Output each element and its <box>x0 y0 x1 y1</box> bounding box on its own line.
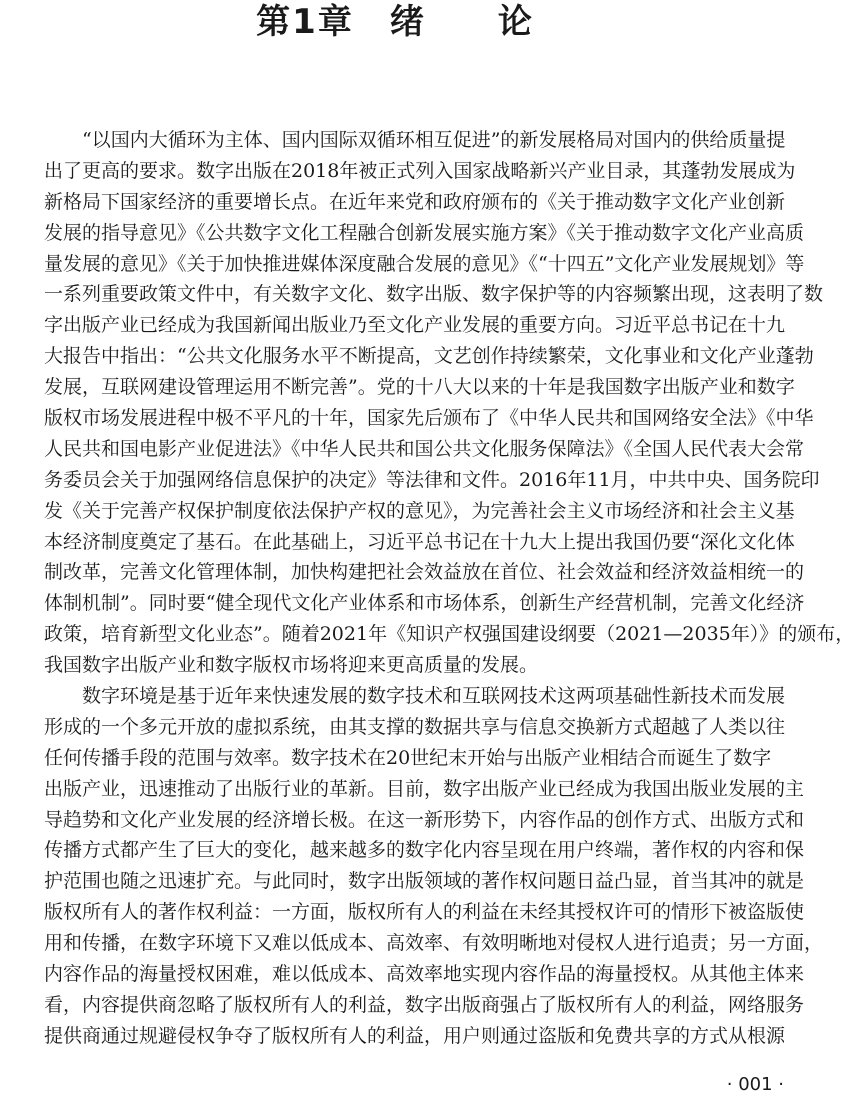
text-line: 传播方式都产生了巨大的变化，越来越多的数字化内容呈现在用户终端，著作权的内容和保 <box>44 839 805 862</box>
text-line: “以国内大循环为主体、国内国际双循环相互促进”的新发展格局对国内的供给质量提 <box>82 129 786 151</box>
text-line: 出了更高的要求。数字出版在2018年被正式列入国家战略新兴产业目录，其蓬勃发展成为 <box>44 159 796 182</box>
text-line: 体制机制”。同时要“健全现代文化产业体系和市场体系，创新生产经营机制，完善文化经济 <box>44 592 805 615</box>
text-line: 发展的指导意见》《公共数字文化工程融合创新发展实施方案》《关于推动数字文化产业高质 <box>44 221 805 244</box>
chapter-title: 第1章 绪 论 <box>256 2 534 42</box>
text-line: 用和传播，在数字环境下又难以低成本、高效率、有效明晰地对侵权人进行追责；另一方面， <box>44 932 824 955</box>
text-line: 内容作品的海量授权困难，难以低成本、高效率地实现内容作品的海量授权。从其他主体来 <box>44 963 805 986</box>
text-line: 看，内容提供商忽略了版权所有人的利益，数字出版商强占了版权所有人的利益，网络服务 <box>44 993 805 1016</box>
paragraph <box>44 125 854 681</box>
paragraph <box>44 681 824 1052</box>
text-line: 提供商通过规避侵权争夺了版权所有人的利益，用户则通过盗版和免费共享的方式从根源 <box>44 1024 786 1047</box>
text-line: 护范围也随之迅速扩充。与此同时，数字出版领域的著作权问题日益凸显，首当其冲的就是 <box>44 870 805 893</box>
body-text <box>44 125 854 1052</box>
text-line: 新格局下国家经济的重要增长点。在近年来党和政府颁布的《关于推动数字文化产业创新 <box>44 190 786 213</box>
page-number: · 001 · <box>726 1074 784 1095</box>
text-line: 字出版产业已经成为我国新闻出版业乃至文化产业发展的重要方向。习近平总书记在十九 <box>44 314 786 337</box>
text-line: 形成的一个多元开放的虚拟系统，由其支撑的数据共享与信息交换新方式超越了人类以往 <box>44 715 786 738</box>
text-line: 任何传播手段的范围与效率。数字技术在20世纪末开始与出版产业相结合而诞生了数字 <box>44 746 772 769</box>
text-line: 导趋势和文化产业发展的经济增长极。在这一新形势下，内容作品的创作方式、出版方式和 <box>44 808 805 831</box>
text-line: 政策，培育新型文化业态”。随着2021年《知识产权强国建设纲要（2021—2035年）》的颁布， <box>44 623 854 646</box>
text-line: 量发展的意见》《关于加快推进媒体深度融合发展的意见》《“十四五”文化产业发展规划》等 <box>44 252 805 275</box>
text-line: 发《关于完善产权保护制度依法保护产权的意见》，为完善社会主义市场经济和社会主义基 <box>44 499 795 522</box>
text-line: 务委员会关于加强网络信息保护的决定》等法律和文件。2016年11月，中共中央、国务院印 <box>44 468 820 491</box>
text-line: 版权所有人的著作权利益：一方面，版权所有人的利益在未经其授权许可的情形下被盗版使 <box>44 901 805 924</box>
text-line: 制改革，完善文化管理体制，加快构建把社会效益放在首位、社会效益和经济效益相统一的 <box>44 561 805 584</box>
text-line: 数字环境是基于近年来快速发展的数字技术和互联网技术这两项基础性新技术而发展 <box>82 685 786 708</box>
text-line: 出版产业，迅速推动了出版行业的革新。目前，数字出版产业已经成为我国出版业发展的主 <box>44 777 805 800</box>
text-line: 我国数字出版产业和数字版权市场将迎来更高质量的发展。 <box>44 654 539 677</box>
text-line: 一系列重要政策文件中，有关数字文化、数字出版、数字保护等的内容频繁出现，这表明了数 <box>44 283 824 306</box>
text-line: 本经济制度奠定了基石。在此基础上，习近平总书记在十九大上提出我国仍要“深化文化体 <box>44 530 795 553</box>
text-line: 版权市场发展进程中极不平凡的十年，国家先后颁布了《中华人民共和国网络安全法》《中华 <box>44 407 814 430</box>
text-line: 大报告中指出：“公共文化服务水平不断提高，文艺创作持续繁荣，文化事业和文化产业蓬勃 <box>44 345 814 368</box>
text-line: 人民共和国电影产业促进法》《中华人民共和国公共文化服务保障法》《全国人民代表大会常 <box>44 437 805 460</box>
text-line: 发展，互联网建设管理运用不断完善”。党的十八大以来的十年是我国数字出版产业和数字 <box>44 376 795 399</box>
